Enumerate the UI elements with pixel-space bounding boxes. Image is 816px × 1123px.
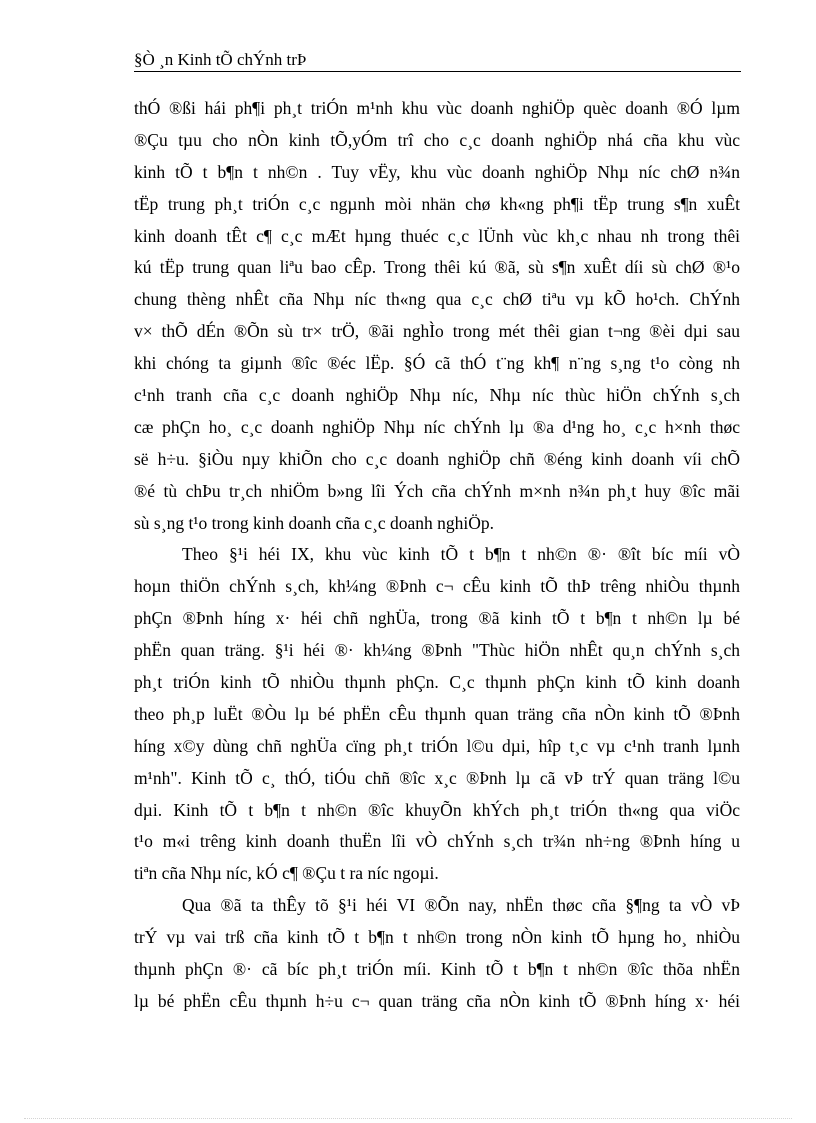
text-line: t¹o m«i trêng kinh doanh thuËn lîi vÒ chÝnh s¸ch tr¾n nh÷ng ®Þnh híng u <box>134 831 740 852</box>
text-line: lµ bé phËn cÊu thµnh h÷u c¬ quan träng cña nÒn kinh tÕ ®Þnh híng x· héi <box>134 990 740 1011</box>
text-line: kinh tÕ t b¶n t nh©n . Tuy vËy, khu vùc doanh nghiÖp Nhµ níc chØ n¾n <box>134 161 740 182</box>
text-line: trÝ vµ vai trß cña kinh tÕ t b¶n t nh©n trong nÒn kinh tÕ hµng ho¸ nhiÒu <box>134 927 740 948</box>
text-line: dµi. Kinh tÕ t b¶n t nh©n ®îc khuyÕn khÝch ph¸t triÓn th«ng qua viÖc <box>134 799 740 820</box>
text-line: thÓ ®ßi hái ph¶i ph¸t triÓn m¹nh khu vùc doanh nghiÖp quèc doanh ®Ó lµm <box>134 98 740 118</box>
text-line: thµnh phÇn ®· cã bíc ph¸t triÓn míi. Kinh tÕ t b¶n t nh©n ®îc thõa nhËn <box>134 959 740 980</box>
text-line: theo ph¸p luËt ®Òu lµ bé phËn cÊu thµnh quan träng cña nÒn kinh tÕ ®Þnh <box>134 703 740 724</box>
header-divider <box>134 71 741 72</box>
text-line: phÇn ®Þnh híng x· héi chñ nghÜa, trong ®ã kinh tÕ t b¶n t nh©n lµ bé <box>134 608 740 629</box>
text-line: khi chóng ta giµnh ®îc ®éc lËp. §Ó cã thÓ t¨ng kh¶ n¨ng s¸ng t¹o còng nh <box>134 353 740 374</box>
page-header-title: §Ò ¸n Kinh tÕ chÝnh trÞ <box>134 50 307 69</box>
text-line: v× thÕ dÉn ®Õn sù tr× trÖ, ®ãi nghÌo trong mét thêi gian t¬ng ®èi dµi sau <box>134 321 740 342</box>
body-text <box>134 93 740 1018</box>
page-bottom-border <box>24 1118 792 1119</box>
text-line: ph¸t triÓn kinh tÕ nhiÒu thµnh phÇn. C¸c thµnh phÇn kinh tÕ kinh doanh <box>134 672 740 693</box>
text-line: së h÷u. §iÒu nµy khiÕn cho c¸c doanh nghiÖp chñ ®éng kinh doanh víi chÕ <box>134 448 740 469</box>
text-line: cæ phÇn ho¸ c¸c doanh nghiÖp Nhµ níc chÝnh lµ ®a d¹ng ho¸ c¸c h×nh thøc <box>134 416 740 437</box>
text-line: ®é tù chÞu tr¸ch nhiÖm b»ng lîi Ých cña chÝnh m×nh n¾n ph¸t huy ®îc mãi <box>134 480 740 501</box>
text-line: ®Çu tµu cho nÒn kinh tÕ,yÓm trî cho c¸c doanh nghiÖp nhá cña khu vùc <box>134 129 740 150</box>
text-line: híng x©y dùng chñ nghÜa cïng ph¸t triÓn l©u dµi, hîp t¸c vµ c¹nh tranh lµnh <box>134 735 740 756</box>
text-line: phËn quan träng. §¹i héi ®· kh¼ng ®Þnh "Thùc hiÖn nhÊt qu¸n chÝnh s¸ch <box>134 640 740 661</box>
text-line: kú tËp trung quan liªu bao cÊp. Trong thêi kú ®ã, sù s¶n xuÊt díi sù chØ ®¹o <box>134 257 740 278</box>
paragraph-start-line: Theo §¹i héi IX, khu vùc kinh tÕ t b¶n t nh©n ®· ®ît bíc míi vÒ <box>182 544 740 565</box>
text-line: m¹nh". Kinh tÕ c¸ thÓ, tiÓu chñ ®îc x¸c ®Þnh lµ cã vÞ trÝ quan träng l©u <box>134 767 740 788</box>
text-line: chung thèng nhÊt cña Nhµ níc th«ng qua c¸c chØ tiªu vµ kÕ ho¹ch. ChÝnh <box>134 289 740 310</box>
text-line: hoµn thiÖn chÝnh s¸ch, kh¼ng ®Þnh c¬ cÊu kinh tÕ thÞ trêng nhiÒu thµnh <box>134 576 740 597</box>
text-line: kinh doanh tÊt c¶ c¸c mÆt hµng thuéc c¸c lÜnh vùc kh¸c nhau nh trong thêi <box>134 225 740 246</box>
paragraph-end-line: sù s¸ng t¹o trong kinh doanh cña c¸c doanh nghiÖp. <box>134 512 495 533</box>
paragraph-end-line: tiªn cña Nhµ níc, kÓ c¶ ®Çu t ra níc ngoµi. <box>134 863 439 884</box>
paragraph-start-line: Qua ®ã ta thÊy tõ §¹i héi VI ®Õn nay, nhËn thøc cña §¶ng ta vÒ vÞ <box>182 895 740 916</box>
text-line: tËp trung ph¸t triÓn c¸c ngµnh mòi nhän chø kh«ng ph¶i tËp trung s¶n xuÊt <box>134 193 740 214</box>
text-line: c¹nh tranh cña c¸c doanh nghiÖp Nhµ níc, Nhµ níc thùc hiÖn chÝnh s¸ch <box>134 385 740 406</box>
